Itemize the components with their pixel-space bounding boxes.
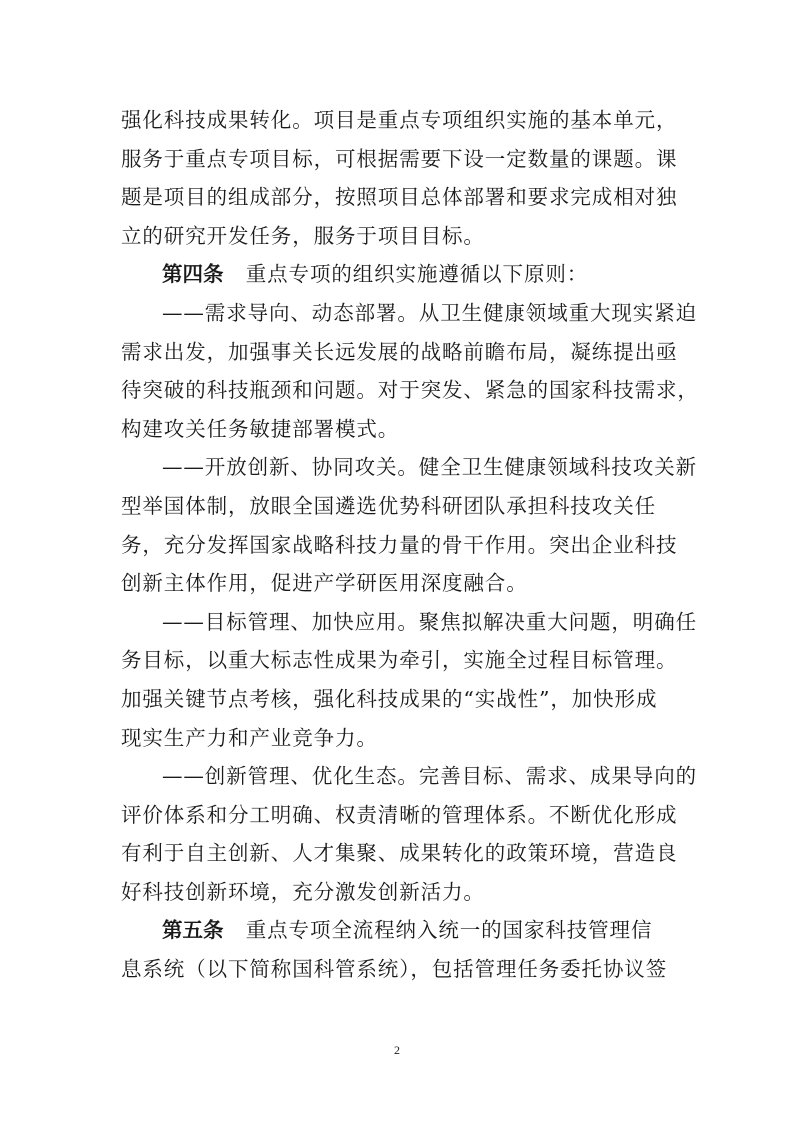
- text-line: 立的研究开发任务，服务于项目目标。: [121, 223, 485, 248]
- text-line: 好科技创新环境，充分激发创新活力。: [121, 879, 485, 904]
- text-line: 题是项目的组成部分，按照项目总体部署和要求完成相对独: [121, 185, 678, 210]
- text-line: ——创新管理、优化生态。完善目标、需求、成果导向的: [162, 764, 697, 789]
- paragraph: [121, 757, 697, 911]
- text-line: [121, 255, 681, 294]
- text-line: 构建攻关任务敏捷部署模式。: [121, 416, 400, 441]
- paragraph: [121, 603, 697, 757]
- text-line: [121, 911, 681, 950]
- text-line: 强化科技成果转化。项目是重点专项组织实施的基本单元，: [121, 108, 678, 132]
- text-line: ——目标管理、加快应用。聚焦拟解决重大问题，明确任: [162, 609, 697, 634]
- document-body: [121, 101, 699, 989]
- article-text: 重点专项全流程纳入统一的国家科技管理信: [245, 918, 653, 943]
- text-line: ——需求导向、动态部署。从卫生健康领域重大现实紧迫: [162, 300, 697, 325]
- text-line: 服务于重点专项目标，可根据需要下设一定数量的课题。课: [121, 146, 678, 171]
- paragraph: [121, 101, 681, 255]
- text-line: 务，充分发挥国家战略科技力量的骨干作用。突出企业科技: [121, 532, 678, 557]
- paragraph: [121, 448, 697, 602]
- article-paragraph: [121, 255, 681, 294]
- article-heading: 第五条: [162, 918, 224, 943]
- text-line: 创新主体作用，促进产学研医用深度融合。: [121, 571, 528, 596]
- text-line: 型举国体制，放眼全国遴选优势科研团队承担科技攻关任: [121, 493, 656, 518]
- text-line: 务目标，以重大标志性成果为牵引，实施全过程目标管理。: [121, 648, 678, 673]
- paragraph: [121, 294, 699, 448]
- text-line: 有利于自主创新、人才集聚、成果转化的政策环境，营造良: [121, 841, 678, 866]
- text-line: 息系统（以下简称国科管系统），包括管理任务委托协议签: [121, 957, 668, 982]
- text-line: 需求出发，加强事关长远发展的战略前瞻布局，凝练提出亟: [121, 339, 678, 364]
- article-text: 重点专项的组织实施遵循以下原则：: [245, 262, 589, 287]
- article-paragraph: [121, 911, 681, 988]
- text-line: 加强关键节点考核，强化科技成果的“实战性”，加快形成: [121, 686, 658, 711]
- text-line: ——开放创新、协同攻关。健全卫生健康领域科技攻关新: [162, 455, 697, 480]
- article-heading: 第四条: [162, 262, 224, 287]
- text-line: 待突破的科技瓶颈和问题。对于突发、紧急的国家科技需求，: [121, 378, 699, 403]
- text-line: 评价体系和分工明确、权责清晰的管理体系。不断优化形成: [121, 802, 678, 827]
- page-number: 2: [394, 1043, 400, 1057]
- text-line: 现实生产力和产业竞争力。: [121, 725, 378, 750]
